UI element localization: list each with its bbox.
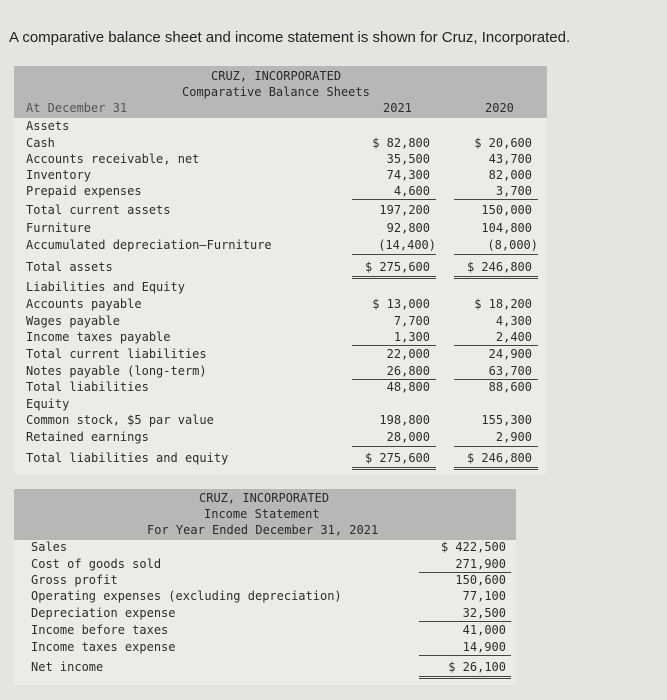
row-label: Wages payable	[26, 314, 120, 328]
underline-rule	[419, 655, 511, 656]
cell-value: 271,900	[455, 557, 506, 571]
row-label: Cost of goods sold	[31, 557, 162, 571]
row-label: Operating expenses (excluding depreciation)	[31, 589, 342, 603]
cell-2021: 22,000	[386, 347, 430, 361]
underline-rule	[352, 446, 436, 447]
cell-value: 77,100	[462, 589, 506, 603]
row-label: Total current liabilities	[26, 347, 207, 361]
cell-2021: $ 275,600	[364, 451, 430, 465]
cell-2020: (8,000)	[487, 238, 538, 252]
cell-2020: $ 246,800	[466, 451, 532, 465]
income-statement-panel	[14, 489, 516, 685]
row-label: Income taxes payable	[26, 330, 171, 344]
cell-2020: 3,700	[495, 184, 532, 198]
double-rule	[352, 276, 436, 279]
cell-2020: $ 20,600	[474, 136, 532, 150]
row-label: Total liabilities and equity	[26, 451, 229, 465]
row-label: Cash	[26, 136, 55, 150]
cell-2020: 2,400	[495, 330, 532, 344]
column-header-2020: 2020	[485, 101, 514, 115]
income-company-name: CRUZ, INCORPORATED	[199, 491, 330, 505]
underline-rule	[454, 446, 538, 447]
cell-2021: $ 275,600	[364, 260, 430, 274]
double-rule	[454, 276, 538, 279]
assets-heading: Assets	[26, 119, 70, 133]
row-label: Total liabilities	[26, 380, 149, 394]
cell-2020: 150,000	[481, 203, 532, 217]
equity-heading: Equity	[26, 397, 70, 411]
cell-2020: 63,700	[488, 364, 532, 378]
underline-rule	[352, 199, 436, 200]
intro-text: A comparative balance sheet and income statement is shown for Cruz, Incorporated.	[9, 29, 571, 46]
cell-2021: 26,800	[386, 364, 430, 378]
row-label: Total assets	[26, 260, 113, 274]
cell-2021: (14,400)	[378, 238, 436, 252]
cell-2021: 92,800	[386, 221, 430, 235]
cell-2021: 197,200	[379, 203, 430, 217]
cell-2021: 4,600	[393, 184, 430, 198]
cell-2020: 88,600	[488, 380, 532, 394]
cell-2021: 7,700	[393, 314, 430, 328]
row-label: Total current assets	[26, 203, 171, 217]
underline-rule	[352, 345, 436, 346]
balance-sheet-panel	[14, 66, 547, 474]
row-label: Gross profit	[31, 573, 118, 587]
cell-value: 41,000	[462, 623, 506, 637]
cell-2020: 155,300	[481, 413, 532, 427]
balance-sheet-title: Comparative Balance Sheets	[182, 85, 370, 99]
cell-2021: 1,300	[393, 330, 430, 344]
balance-company-name: CRUZ, INCORPORATED	[211, 69, 342, 83]
income-period: For Year Ended December 31, 2021	[147, 523, 379, 537]
cell-2021: 35,500	[386, 152, 430, 166]
date-label: At December 31	[26, 101, 128, 115]
cell-2021: 48,800	[386, 380, 430, 394]
cell-2020: 43,700	[488, 152, 532, 166]
underline-rule	[419, 621, 511, 622]
underline-rule	[454, 254, 538, 255]
row-label: Inventory	[26, 168, 92, 182]
row-label: Retained earnings	[26, 430, 149, 444]
row-label: Accumulated depreciation—Furniture	[26, 238, 272, 252]
column-header-2021: 2021	[383, 101, 412, 115]
cell-value: $ 26,100	[448, 660, 506, 674]
underline-rule	[352, 254, 436, 255]
cell-2020: 24,900	[488, 347, 532, 361]
row-label: Net income	[31, 660, 104, 674]
cell-2021: 198,800	[379, 413, 430, 427]
cell-2021: $ 13,000	[372, 297, 430, 311]
underline-rule	[454, 345, 538, 346]
cell-value: 14,900	[462, 640, 506, 654]
cell-2020: 2,900	[495, 430, 532, 444]
cell-value: 150,600	[455, 573, 506, 587]
cell-value: 32,500	[462, 606, 506, 620]
double-rule	[454, 467, 538, 470]
row-label: Income before taxes	[31, 623, 169, 637]
underline-rule	[454, 199, 538, 200]
cell-2020: 4,300	[495, 314, 532, 328]
cell-2021: 28,000	[386, 430, 430, 444]
row-label: Accounts payable	[26, 297, 142, 311]
row-label: Common stock, $5 par value	[26, 413, 214, 427]
cell-2020: $ 18,200	[474, 297, 532, 311]
row-label: Accounts receivable, net	[26, 152, 200, 166]
cell-2020: 104,800	[481, 221, 532, 235]
row-label: Depreciation expense	[31, 606, 176, 620]
income-statement-title: Income Statement	[204, 507, 320, 521]
row-label: Furniture	[26, 221, 92, 235]
row-label: Notes payable (long-term)	[26, 364, 207, 378]
cell-2020: 82,000	[488, 168, 532, 182]
row-label: Sales	[31, 540, 68, 554]
row-label: Income taxes expense	[31, 640, 176, 654]
cell-value: $ 422,500	[440, 540, 506, 554]
cell-2021: $ 82,800	[372, 136, 430, 150]
row-label: Prepaid expenses	[26, 184, 142, 198]
cell-2020: $ 246,800	[466, 260, 532, 274]
double-rule	[419, 676, 511, 679]
cell-2021: 74,300	[386, 168, 430, 182]
liabilities-equity-heading: Liabilities and Equity	[26, 280, 185, 294]
double-rule	[352, 467, 436, 470]
